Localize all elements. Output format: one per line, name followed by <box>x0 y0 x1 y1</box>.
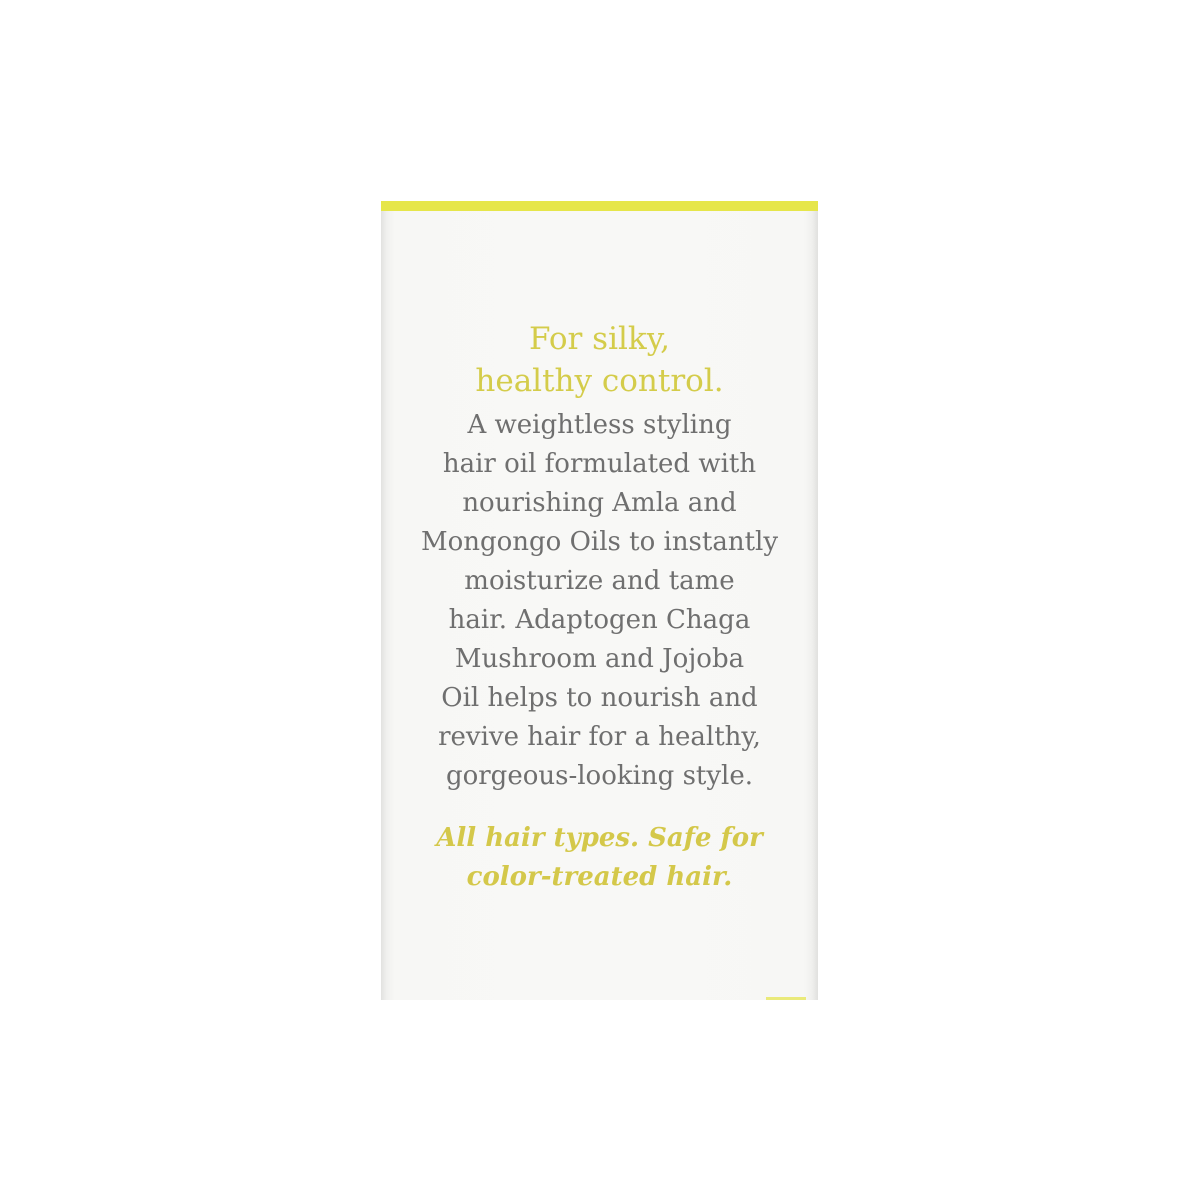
yellow-top-band <box>381 201 818 211</box>
yellow-bottom-accent <box>766 997 806 1000</box>
description-line: Mongongo Oils to instantly <box>420 527 779 557</box>
headline-line: For silky, <box>529 321 670 357</box>
hair-type-claim <box>381 819 818 897</box>
package-side-panel <box>381 201 818 1000</box>
description-line: A weightless styling <box>467 410 732 440</box>
description-line: moisturize and tame <box>464 566 735 596</box>
panel-headline <box>381 318 818 402</box>
description-line: Oil helps to nourish and <box>441 683 758 713</box>
claim-line: color-treated hair. <box>466 862 733 892</box>
description-line: hair oil formulated with <box>442 449 757 479</box>
claim-line: All hair types. Safe for <box>436 823 763 853</box>
description-line: nourishing Amla and <box>462 488 737 518</box>
panel-copy <box>381 318 818 897</box>
product-description <box>381 406 818 796</box>
description-line: revive hair for a healthy, <box>438 722 761 752</box>
description-line: gorgeous-looking style. <box>445 761 754 791</box>
description-line: hair. Adaptogen Chaga <box>448 605 751 635</box>
headline-line: healthy control. <box>475 363 724 399</box>
description-line: Mushroom and Jojoba <box>454 644 745 674</box>
